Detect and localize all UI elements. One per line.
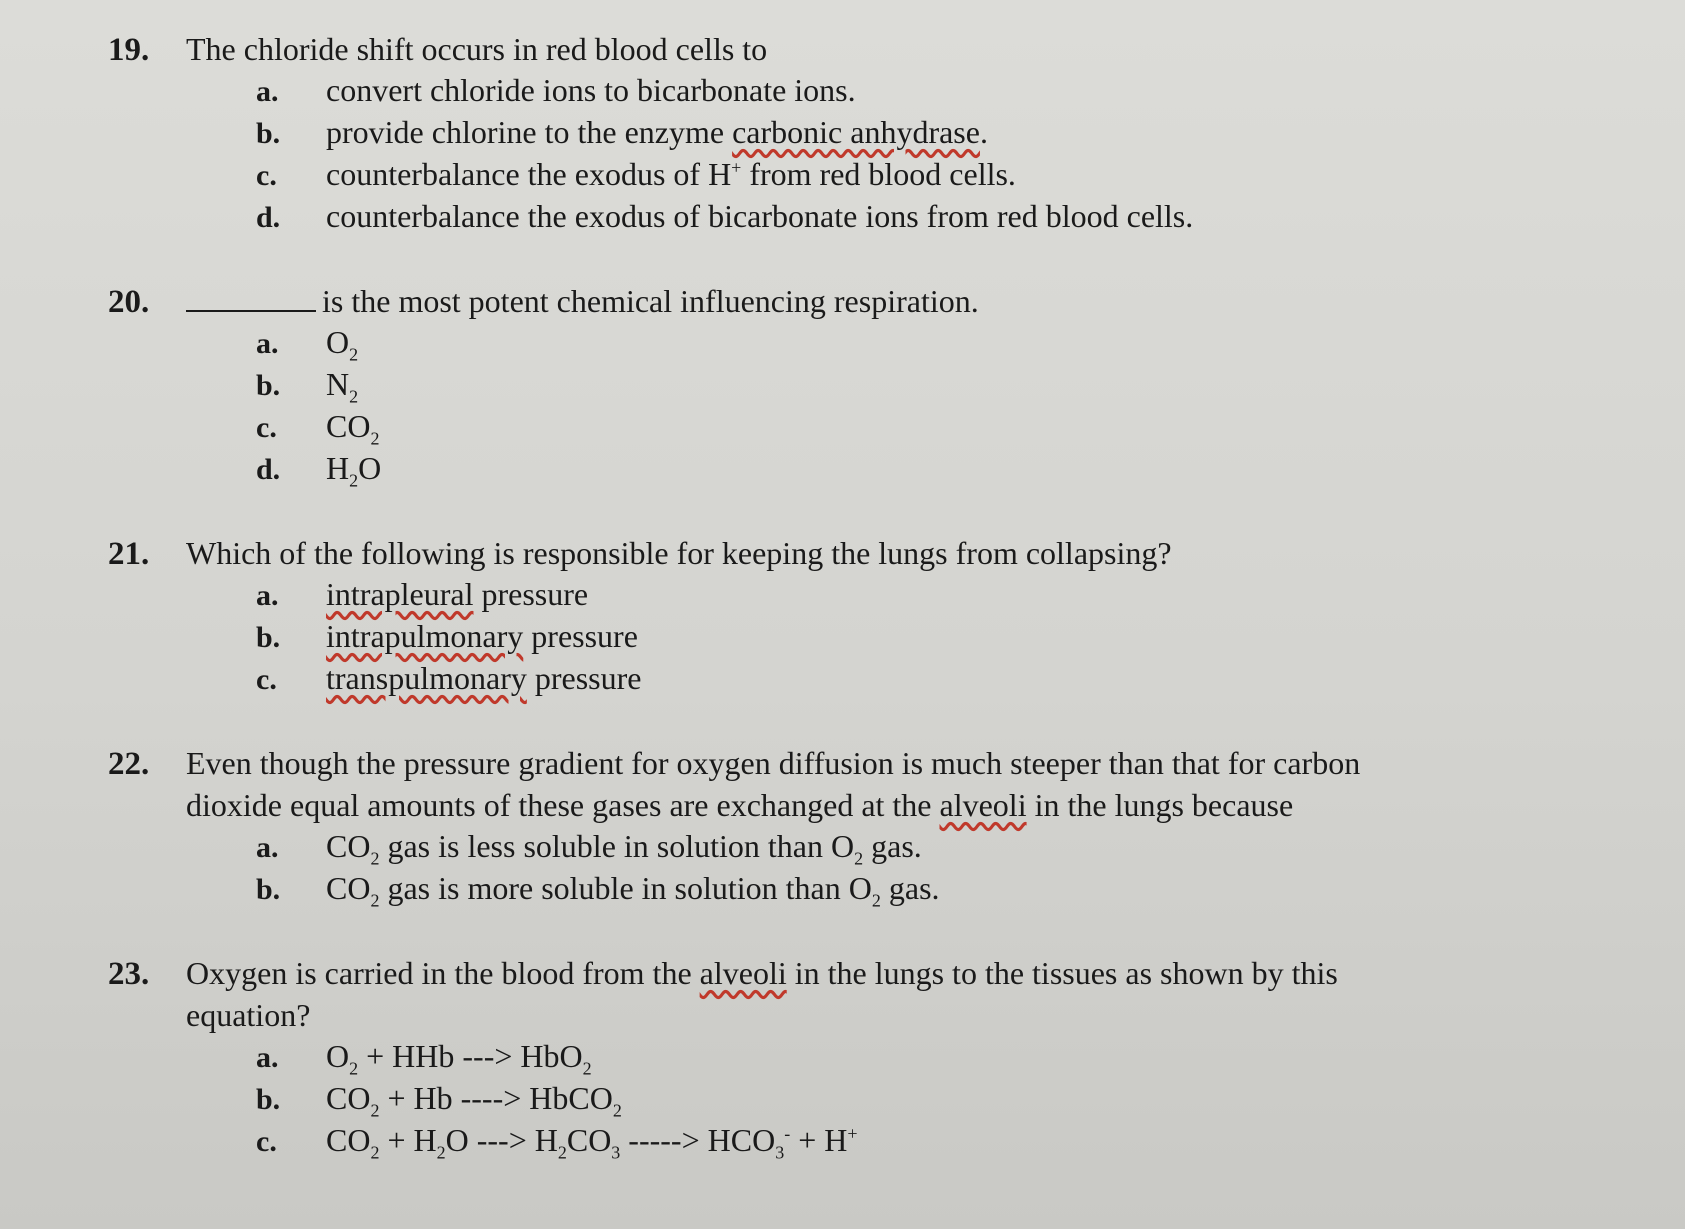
question-number: 19. [108,32,150,68]
formula-base: CO [326,828,371,864]
option-a [256,1038,1588,1080]
equation-part: + HHb ---> HbO [358,1038,583,1074]
option-text [326,576,588,613]
subscript: 2 [582,1058,592,1079]
subscript: 2 [349,470,359,491]
option-letter: b. [256,873,281,906]
option-letter: a. [256,1041,279,1074]
option-letter: b. [256,369,281,402]
option-text-part: gas. [880,870,940,906]
question-text-part: is the most potent chemical influencing respiration. [322,283,979,319]
option-c [256,408,1588,450]
option-text [326,660,641,697]
option-letter: a. [256,579,279,612]
question-22 [108,742,1588,912]
option-text [326,366,358,407]
option-text-part: gas. [863,828,922,864]
option-a [256,576,1588,618]
option-text [326,324,358,365]
option-text [326,156,1016,193]
equation-part: + H [379,1122,437,1158]
subscript: 2 [370,428,380,449]
equation-part: CO [566,1122,612,1158]
option-text-part: pressure [523,618,638,654]
formula-base: H [326,450,350,486]
option-letter: a. [256,327,279,360]
question-header [108,952,1588,1036]
option-text [326,828,922,869]
spellcheck-flagged-word[interactable]: transpulmonary [326,660,527,696]
option-text [326,408,379,449]
options-list [256,828,1588,912]
formula-base: CO [326,870,371,906]
subscript: 2 [557,1142,567,1163]
subscript: 2 [370,1100,380,1121]
option-letter: c. [256,411,277,444]
option-letter: d. [256,201,281,234]
question-number: 21. [108,536,150,572]
option-text-part: . [979,114,988,150]
question-text [186,742,1360,826]
options-list [256,1038,1588,1164]
subscript: 2 [854,848,864,869]
subscript: 2 [370,890,380,911]
option-text-part: pressure [473,576,589,612]
options-list [256,72,1588,240]
question-text: Which of the following is responsible for keeping the lungs from collapsing? [186,535,1172,571]
option-letter: c. [256,663,277,696]
question-number: 22. [108,746,150,782]
option-c [256,660,1588,702]
question-text [186,952,1338,1036]
superscript: + [847,1123,858,1144]
subscript: 3 [775,1142,785,1163]
question-text-part: in the lungs because [1026,787,1294,823]
subscript: 2 [349,1058,359,1079]
equation-part: O ---> H [445,1122,558,1158]
option-letter: c. [256,1125,277,1158]
document-page [108,28,1588,1204]
option-c [256,1122,1588,1164]
option-b [256,618,1588,660]
option-text [326,450,381,491]
option-text: counterbalance the exodus of bicarbonate ions from red blood cells. [326,198,1194,234]
options-list [256,324,1588,492]
equation-part: O [326,1038,350,1074]
equation-part: CO [326,1122,371,1158]
equation-part: + Hb ----> HbCO [379,1080,613,1116]
question-number: 23. [108,956,150,992]
equation [326,1080,622,1121]
options-list [256,576,1588,702]
equation-part: + H [790,1122,848,1158]
question-text-part: dioxide equal amounts of these gases are exchanged at the [186,787,940,823]
superscript: + [731,157,742,178]
option-text-part: provide chlorine to the enzyme [326,114,733,150]
option-letter: d. [256,453,281,486]
option-a [256,72,1588,114]
question-19 [108,28,1588,240]
option-letter: a. [256,75,279,108]
option-b [256,1080,1588,1122]
question-text-part: in the lungs to the tissues as shown by this [786,955,1338,991]
equation [326,1122,858,1163]
option-a [256,828,1588,870]
question-text [186,280,979,322]
formula-base: N [326,366,350,402]
option-b [256,366,1588,408]
spellcheck-flagged-word[interactable]: alveoli [939,787,1027,823]
question-text-line: equation? [186,997,311,1033]
subscript: 2 [436,1142,446,1163]
question-header [108,280,1588,322]
option-d [256,198,1588,240]
subscript: 2 [612,1100,622,1121]
subscript: 2 [370,848,380,869]
subscript: 3 [611,1142,621,1163]
question-20 [108,280,1588,492]
option-text [326,870,940,911]
option-c [256,156,1588,198]
equation-part: CO [326,1080,371,1116]
spellcheck-flagged-word[interactable]: alveoli [699,955,787,991]
answer-blank [186,310,316,312]
option-letter: b. [256,117,281,150]
option-d [256,450,1588,492]
option-b [256,114,1588,156]
equation-part: -----> HCO [620,1122,776,1158]
formula-part: O [358,450,382,486]
option-text-part: gas is less soluble in solution than O [379,828,855,864]
option-letter: b. [256,1083,281,1116]
question-text-part: Oxygen is carried in the blood from the [186,955,700,991]
spellcheck-flagged-word[interactable]: intrapleural [326,576,474,612]
option-letter: a. [256,831,279,864]
option-text: convert chloride ions to bicarbonate ions. [326,72,856,108]
spellcheck-flagged-word[interactable]: carbonic anhydrase [732,114,980,150]
question-21 [108,532,1588,702]
subscript: 2 [871,890,881,911]
superscript: - [784,1123,791,1144]
spellcheck-flagged-word[interactable]: intrapulmonary [326,618,524,654]
option-text-part: gas is more soluble in solution than O [379,870,872,906]
option-letter: b. [256,621,281,654]
subscript: 2 [349,386,359,407]
option-a [256,324,1588,366]
option-b [256,870,1588,912]
question-text: The chloride shift occurs in red blood cells to [186,31,768,67]
subscript: 2 [370,1142,380,1163]
option-text [326,114,988,151]
question-header [108,742,1588,826]
option-text-part: pressure [526,660,642,696]
option-text-part: from red blood cells. [741,156,1016,192]
formula-base: CO [326,408,371,444]
option-letter: c. [256,159,277,192]
question-header [108,28,1588,70]
equation [326,1038,592,1079]
formula-base: O [326,324,350,360]
option-text-part: counterbalance the exodus of H [326,156,732,192]
question-number: 20. [108,284,150,320]
question-text-line: Even though the pressure gradient for oxygen diffusion is much steeper than that for carbon [186,745,1361,781]
question-header [108,532,1588,574]
subscript: 2 [349,344,359,365]
option-text [326,618,638,655]
question-23 [108,952,1588,1164]
